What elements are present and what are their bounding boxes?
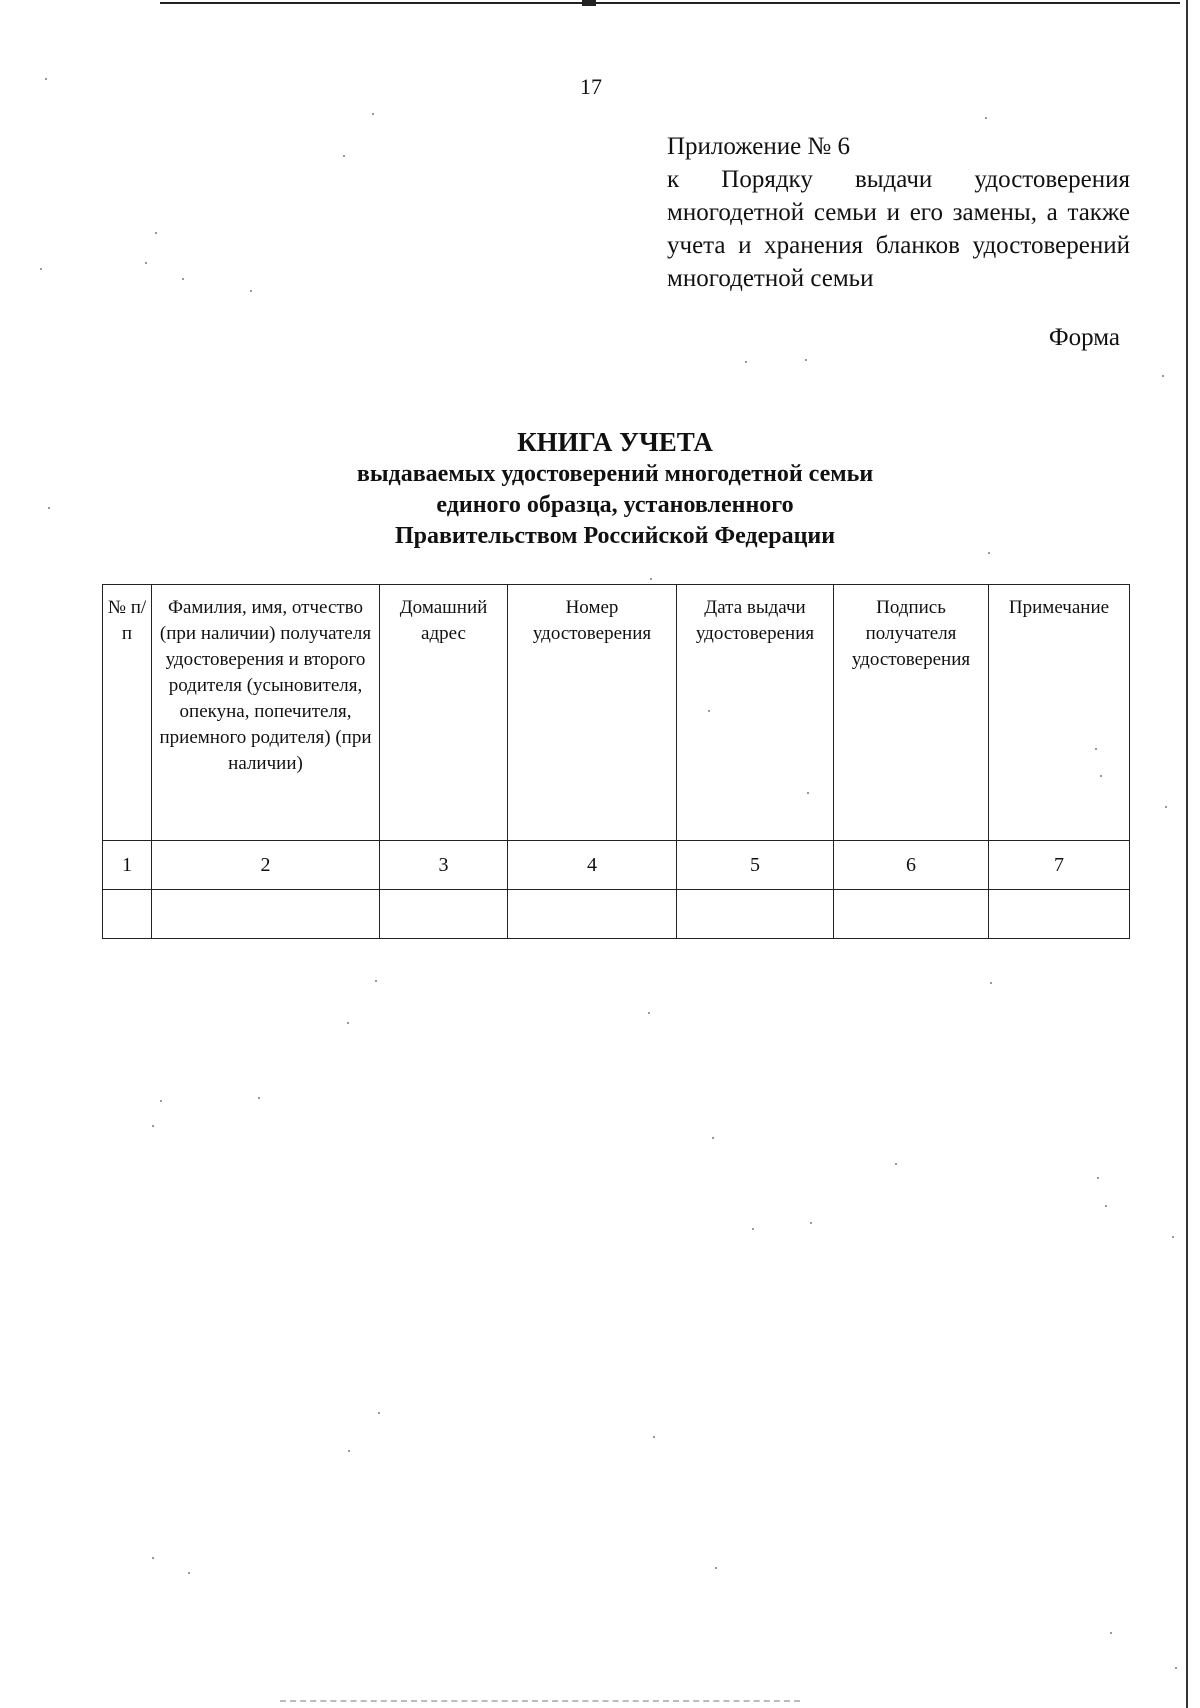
appendix-text: к Порядку выдачи удостоверения многодетной семьи и его замены, а также учета и хранения бланков удостоверений многодетной семьи [667, 166, 1130, 292]
table-cell-empty [152, 890, 380, 939]
document-subtitle-line: единого образца, установленного [436, 492, 794, 518]
column-header-certificate-number: Номер удостоверения [508, 585, 677, 841]
page-number: 17 [580, 74, 602, 99]
document-title: КНИГА УЧЕТА [517, 427, 713, 457]
table-cell-empty [989, 890, 1130, 939]
document-heading [100, 425, 1130, 552]
column-header-number: № п/п [103, 585, 152, 841]
table-cell-empty [508, 890, 677, 939]
column-number-row [103, 841, 1130, 890]
table-row-empty [103, 890, 1130, 939]
document-subtitle-line: выдаваемых удостоверений многодетной семьи [356, 461, 874, 487]
table-cell-empty [380, 890, 508, 939]
ledger-table [102, 584, 1130, 939]
form-label: Форма [1048, 324, 1120, 351]
scan-border-bottom [280, 1700, 800, 1702]
column-number: 2 [152, 841, 380, 890]
column-header-note: Примечание [989, 585, 1130, 841]
column-number: 5 [677, 841, 834, 890]
column-number: 7 [989, 841, 1130, 890]
column-header-home-address: Домашний адрес [380, 585, 508, 841]
column-number: 6 [834, 841, 989, 890]
appendix-note [667, 130, 1130, 295]
scan-border-top [160, 2, 1180, 4]
document-subtitle-line: Правительством Российской Федерации [394, 523, 836, 549]
column-header-signature: Подпись получателя удостоверения [834, 585, 989, 841]
column-number: 3 [380, 841, 508, 890]
table-header-row [103, 585, 1130, 841]
appendix-title: Приложение № 6 [667, 133, 851, 160]
table-cell-empty [103, 890, 152, 939]
column-number: 1 [103, 841, 152, 890]
column-number: 4 [508, 841, 677, 890]
table-cell-empty [834, 890, 989, 939]
scan-border-right [1186, 0, 1188, 1708]
table-cell-empty [677, 890, 834, 939]
column-header-full-name: Фамилия, имя, отчество (при наличии) получателя удостоверения и второго родителя (усыновителя, опекуна, попечителя, приемного родителя) (при наличии) [152, 585, 380, 841]
column-header-issue-date: Дата выдачи удостоверения [677, 585, 834, 841]
scan-staple-mark [582, 0, 596, 6]
